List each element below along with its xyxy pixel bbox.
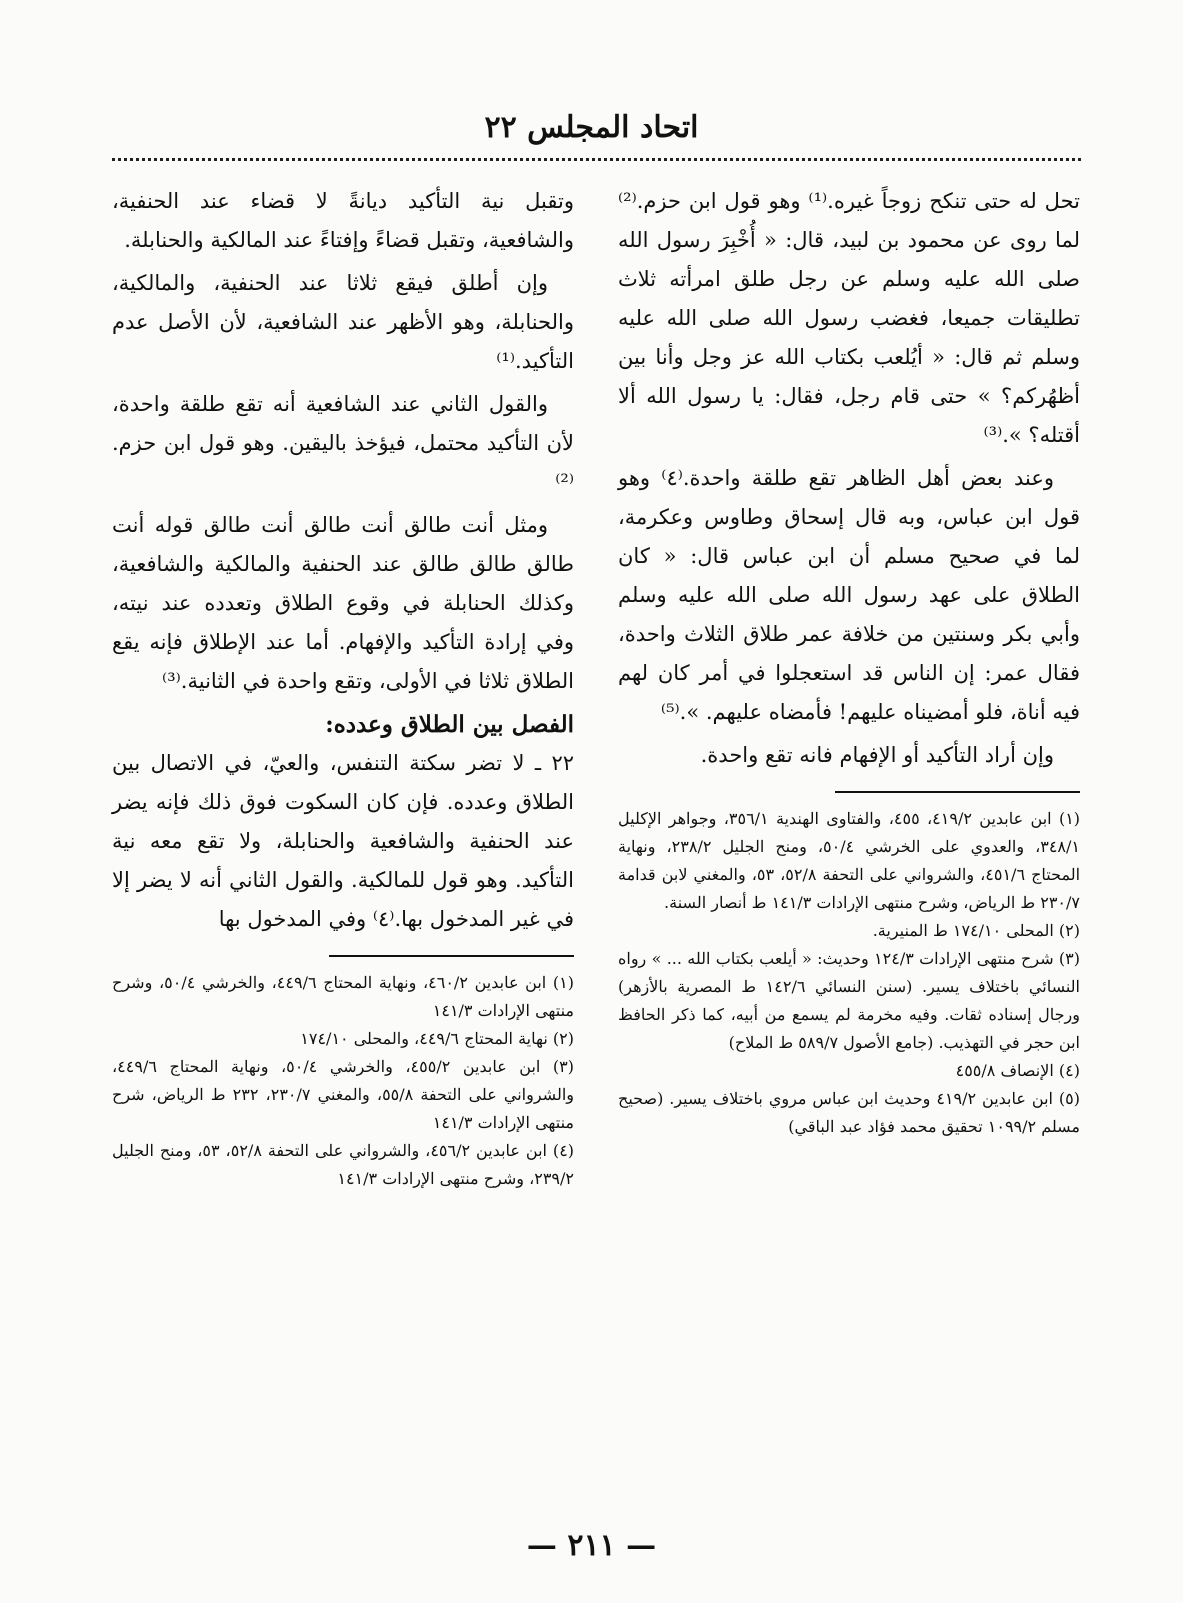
- footnote: (٢) نهاية المحتاج ٤٤٩/٦، والمحلى ١٧٤/١٠: [300, 1029, 574, 1048]
- footnote: (٢) المحلى ١٧٤/١٠ ط المنيرية.: [872, 921, 1080, 940]
- footnote: (٤) ابن عابدين ٤٥٦/٢، والشرواني على التحفة ٥٢/٨، ٥٣، ومنح الجليل ٢٣٩/٢، وشرح منتهى الإرادات ١٤١/٣: [112, 1141, 575, 1188]
- paragraph: والقول الثاني عند الشافعية أنه تقع طلقة واحدة، لأن التأكيد محتمل، فيؤخذ باليقين. وهو قول ابن حزم.⁽²⁾: [112, 392, 574, 494]
- footnote: (٥) ابن عابدين ٤١٩/٢ وحديث ابن عباس مروي باختلاف يسير. (صحيح مسلم ١٠٩٩/٢ تحقيق محمد فؤاد عبد الباقي): [618, 1089, 1081, 1136]
- footnote: (٤) الإنصاف ٤٥٥/٨: [955, 1061, 1080, 1080]
- footnote: (٣) ابن عابدين ٤٥٥/٢، والخرشي ٥٠/٤، ونهاية المحتاج ٤٤٩/٦، والشرواني على التحفة ٥٥/٨، والمغني ٢٣٠/٧، ٢٣٢ ط الرياض، شرح منتهى الإرادات ١٤١/٣: [112, 1057, 575, 1132]
- paragraph: وإن أراد التأكيد أو الإفهام فانه تقع واحدة.: [700, 743, 1054, 767]
- right-column-body: [618, 182, 1080, 775]
- paragraph: ومثل أنت طالق أنت طالق أنت طالق قوله أنت طالق طالق طالق عند الحنفية والمالكية والشافعية، وكذلك الحنابلة في وقوع الطلاق وتعدده عند نيته، وفي إرادة التأكيد والإفهام. أما عند الإطلاق فإنه يقع الطلاق ثلاثا في الأولى، وتقع واحدة في الثانية.⁽³⁾: [112, 513, 574, 693]
- section-paragraph: ٢٢ ـ لا تضر سكتة التنفس، والعيّ، في الاتصال بين الطلاق وعدده. فإن كان السكوت فوق ذلك فإنه يضر عند الحنفية والشافعية والحنابلة، ولا تقع معه نية التأكيد. وهو قول للمالكية. والقول الثاني أنه لا يضر إلا في غير المدخول بها.⁽٤⁾ وفي المدخول بها: [112, 751, 574, 931]
- header-divider: [112, 158, 1081, 161]
- footnote: (٣) شرح منتهى الإرادات ١٢٤/٣ وحديث: « أيلعب بكتاب الله ... » رواه النسائي باختلاف يسير. (سنن النسائي ١٤٢/٦ ط المصرية بالأزهر) ورجال إسناده ثقات. وفيه مخرمة لم يسمع من أبيه، كما ذكر الحافظ ابن حجر في التهذيب. (جامع الأصول ٥٨٩/٧ ط الملاح): [618, 949, 1081, 1052]
- paragraph: وعند بعض أهل الظاهر تقع طلقة واحدة.⁽٤⁾ وهو قول ابن عباس، وبه قال إسحاق وطاوس وعكرمة، لما في صحيح مسلم أن ابن عباس قال: « كان الطلاق على عهد رسول الله صلى الله عليه وسلم وأبي بكر وسنتين من خلافة عمر طلاق الثلاث واحدة، فقال عمر: إن الناس قد استعجلوا في أمر كان لهم فيه أناة، فلو أمضيناه عليهم! فأمضاه عليهم. ».⁽⁵⁾: [618, 466, 1080, 724]
- left-column-body: [112, 182, 574, 939]
- paragraph: وتقبل نية التأكيد ديانةً لا قضاء عند الحنفية، والشافعية، وتقبل قضاءً وإفتاءً عند المالكية والحنابلة.: [112, 189, 574, 252]
- paragraph: تحل له حتى تنكح زوجاً غيره.⁽¹⁾ وهو قول ابن حزم.⁽²⁾ لما روى عن محمود بن لبيد، قال: « أُخْبِرَ رسول الله صلى الله عليه وسلم عن رجل طلق امرأته ثلاث تطليقات جميعا، فغضب رسول الله صلى الله عليه وسلم ثم قال: « أيُلعب بكتاب الله عز وجل وأنا بين أظهُركم؟ » حتى قام رجل، فقال: يا رسول الله ألا أقتله؟ ».⁽³⁾: [618, 189, 1080, 447]
- right-column: [618, 182, 1080, 1141]
- right-footnotes: [618, 805, 1080, 1141]
- footnote: (١) ابن عابدين ٤١٩/٢، ٤٥٥، والفتاوى الهندية ٣٥٦/١، وجواهر الإكليل ٣٤٨/١، والعدوي على الخرشي ٥٠/٤، ومنح الجليل ٢٣٨/٢، ونهاية المحتاج ٤٥١/٦، والشرواني على التحفة ٥٢/٨، ٥٣، والمغني لابن قدامة ٢٣٠/٧ ط الرياض، وشرح منتهى الإرادات ١٤١/٣ ط أنصار السنة.: [618, 809, 1081, 912]
- left-column: [112, 182, 574, 1193]
- footnote-rule: [329, 955, 574, 957]
- paragraph: وإن أطلق فيقع ثلاثا عند الحنفية، والمالكية، والحنابلة، وهو الأظهر عند الشافعية، لأن الأصل عدم التأكيد.⁽¹⁾: [112, 271, 574, 373]
- left-footnotes: [112, 969, 574, 1193]
- footnote: (١) ابن عابدين ٤٦٠/٢، ونهاية المحتاج ٤٤٩/٦، والخرشي ٥٠/٤، وشرح منتهى الإرادات ١٤١/٣: [112, 973, 575, 1020]
- running-header: اتحاد المجلس ٢٢: [484, 110, 699, 145]
- section-heading: الفصل بين الطلاق وعدده:: [325, 711, 574, 738]
- page-number: — ٢١١ —: [526, 1528, 657, 1563]
- footnote-rule: [835, 791, 1080, 793]
